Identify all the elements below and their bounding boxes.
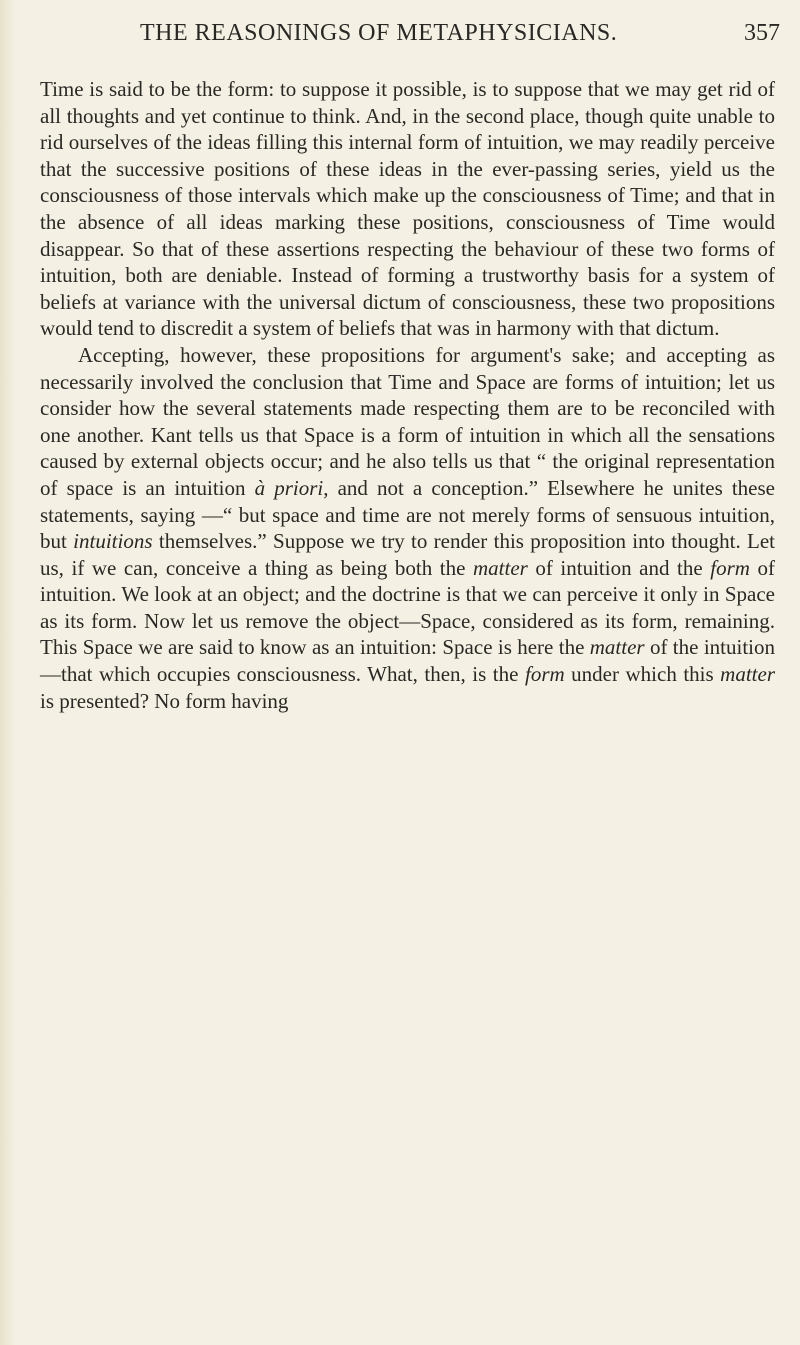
body-text (40, 76, 775, 714)
italic-text-run: matter (473, 555, 528, 580)
text-run: Time is said to be the form: to suppose it possible, is to suppose that we may get rid of all thoughts and yet continue to think. And, in the second place, though quite unable to rid ourselves of the ideas filling this internal form of intuition, we may readily perceive that the successive positions of these ideas in the ever-passing series, yield us the consciousness of those intervals which make up the consciousness of Time; and that in the absence of all ideas marking these positions, consciousness of Time would disappear. So that of these assertions respecting the behaviour of these two forms of intuition, both are deniable. Instead of forming a trustworthy basis for a system of beliefs at variance with the universal dictum of consciousness, these two propositions would tend to discredit a system of beliefs that was in harmony with that dictum. (40, 77, 775, 341)
italic-text-run: à priori (254, 475, 324, 500)
text-run: , and not a conception.” Elsewhere he unites these statements, saying —“ but space and time are not merely forms of sensuous intuition, but (40, 475, 775, 554)
paragraph (40, 342, 775, 714)
italic-text-run: form (524, 662, 565, 687)
text-run: of intuition and the (527, 555, 711, 580)
text-run: Accepting, however, these propositions for argument's sake; and accepting as necessarily involved the conclusion that Time and Space are forms of intuition; let us consider how the several statements made respecting them are to be reconciled with one another. Kant tells us that Space is a form of intuition in which all the sensations caused by external objects occur; and he also tells us that “ the original representation of space is an intuition (40, 342, 775, 500)
text-run: under which this (564, 662, 721, 687)
text-run: themselves.” Suppose we try to render this proposition into thought. Let us, if we can, conceive a thing as being both the (40, 529, 775, 580)
text-run: of intuition. We look at an object; and the doctrine is that we can perceive it only in Space as its form. Now let us remove the object—Space, considered as its form, remaining. This Space we are said to know as an intuition: Space is here the (40, 555, 776, 660)
italic-text-run: matter (720, 662, 775, 687)
paragraph (40, 76, 775, 342)
italic-text-run: matter (589, 635, 645, 660)
running-head: THE REASONINGS OF METAPHYSICIANS. (140, 20, 618, 46)
italic-text-run: intuitions (73, 529, 153, 554)
page-gutter-shadow (0, 0, 16, 1345)
page-header (40, 12, 780, 52)
text-run: is presented? No form having (40, 688, 289, 713)
text-run: of the intuition—that which occupies consciousness. What, then, is the (40, 635, 776, 687)
italic-text-run: form (710, 555, 750, 580)
page-number: 357 (744, 20, 780, 46)
